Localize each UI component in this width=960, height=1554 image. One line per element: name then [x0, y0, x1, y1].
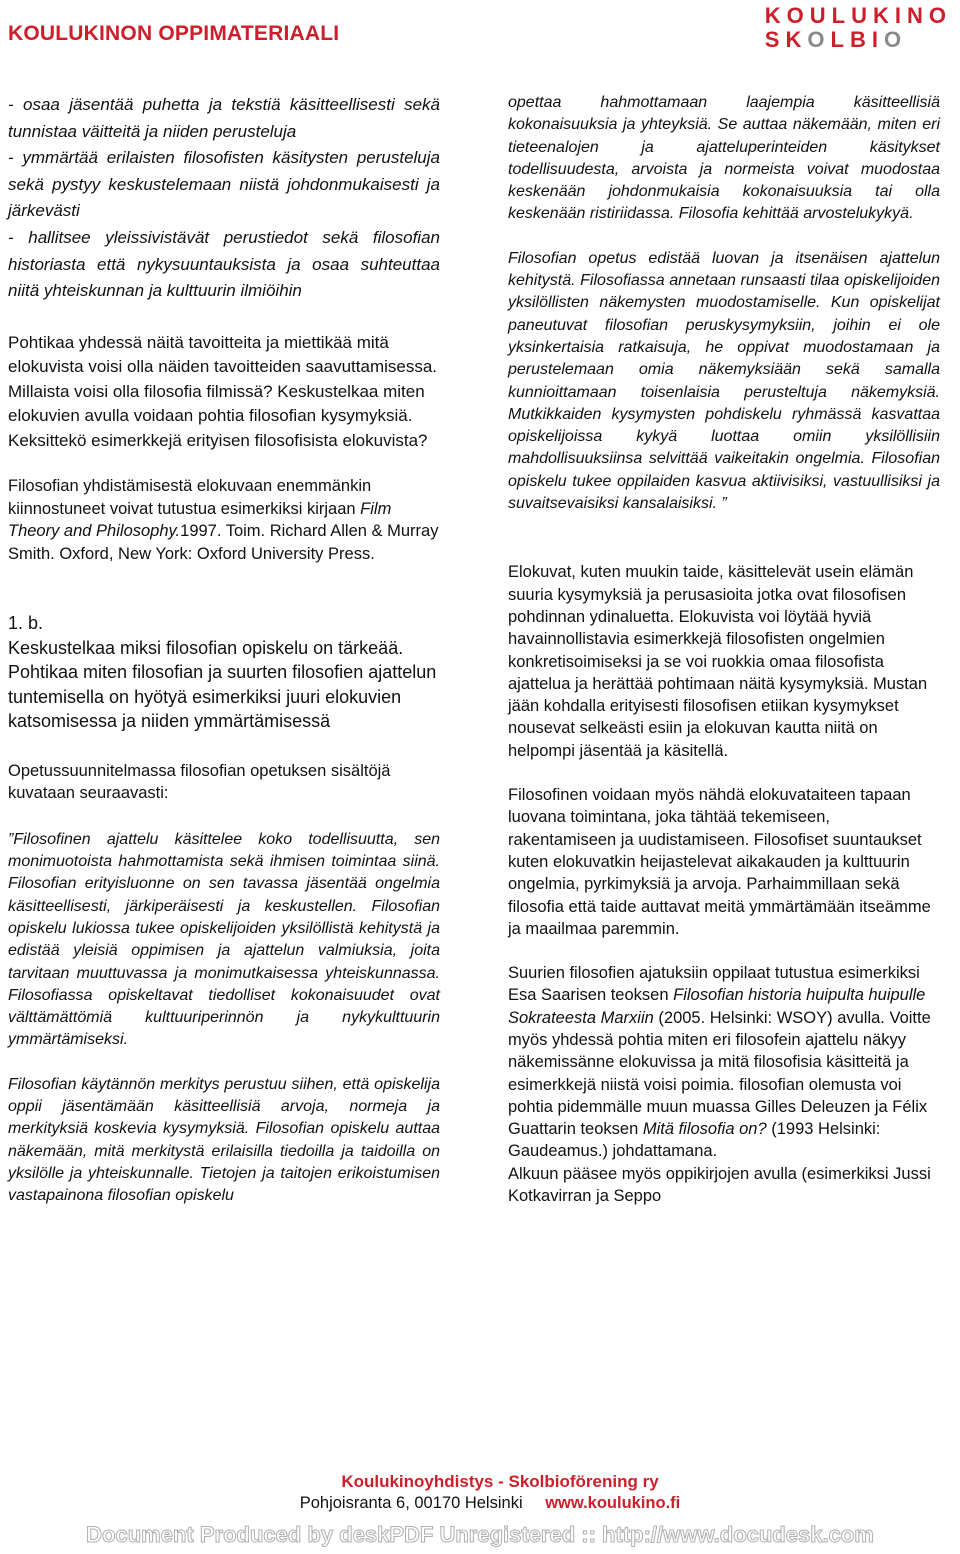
paragraph-text-start: Suurien filosofien ajatuksiin oppilaat tutustua esimerkiksi Esa Saarisen teoksen: [508, 964, 920, 1005]
paragraph-text-end: (1993 Helsinki: Gaudeamus.) johdattamana.: [508, 1120, 881, 1161]
footer-website-link[interactable]: www.koulukino.fi: [545, 1494, 681, 1512]
book-title: Film Theory and Philosophy.: [8, 499, 392, 541]
koulukino-logo: [765, 4, 952, 52]
creative-activity-paragraph: Filosofinen voidaan myös nähdä elokuvataiteen tapaan luovana toimintana, joka tähtää tekemiseen, rakentamiseen ja uudistamiseen. Filosofiset suuntaukset kuten elokuvatkin heijastelevat aikakauden ja kulttuurin ongelmia, pyrkimyksiä ja arvoja. Parhaimmillaan sekä filosofia että taide auttavat meitä ymmärtämään itseämme ja maailmaa paremmin.: [508, 786, 931, 938]
curriculum-quote-part-1: ”Filosofinen ajattelu käsittelee koko todellisuutta, sen monimuotoista hahmottamista sekä ihmisen toimintaa siinä. Filosofian erityisluonne on sen tavassa jäsentää ongelmia käsitteellisesti, järkiperäisesti ja keskustellen. Filosofian opiskelu lukiossa tukee opiskelijoiden yksilöllistä kehitystä ja edistää yleisiä oppimisen ja ajattelun valmiuksia, joita tarvitaan muuttuvassa ja monimutkaisessa yhteiskunnassa. Filosofiassa opiskeltavat tiedolliset kokonaisuudet ovat välttämättömiä kulttuuriperinnön ja nykykulttuurin ymmärtämiseksi.: [8, 830, 440, 1049]
deleuze-book-title: Mitä filosofia on?: [642, 1120, 767, 1139]
great-philosophers-paragraph: [508, 962, 940, 1163]
curriculum-quote-part-2: Filosofian käytännön merkitys perustuu siihen, että opiskelija oppii jäsentämään käsitteellisiä arvoja, normeja ja merkityksiä koskevia kysymyksiä. Filosofian opiskelu auttaa näkemään, mitä merkitystä erilaisilla tiedoilla ja taidoilla on yksilölle ja yhteiskunnalle. Tietojen ja taitojen erikoistumisen vastapainona filosofian opiskelu: [8, 1075, 440, 1205]
footer-organization: Koulukinoyhdistys - Skolbioförening ry: [341, 1472, 659, 1491]
book-reference-text: Filosofian yhdistämisestä elokuvaan enemmänkin kiinnostuneet voivat tutustua esimerkiksi kirjaan: [8, 477, 372, 518]
footer-address: Pohjoisranta 6, 00170 Helsinki: [299, 1494, 523, 1512]
films-and-philosophy-paragraph: Elokuvat, kuten muukin taide, käsittelevät usein elämän suuria kysymyksiä ja perusasioita jotka ovat filosofisen pohdinnan ydinaluetta. Elokuvista voi löytää hyviä havainnollistavia esimerkkejä filosofisten ongelmien konkretisoimiseksi ja se voi ruokkia omaa filosofista ajattelua ja herättää pohtimaan näitä kysymyksiä. Mustan jään kohdalla erityisesti filosofisen etiikan kysymykset nousevat selkeästi esiin ja elokuvan kautta niitä on helpompi jäsentää ja käsitellä.: [508, 563, 928, 760]
pdf-watermark: Document Produced by deskPDF Unregistered :: http://www.docudesk.com: [86, 1522, 874, 1547]
curriculum-quote-continuation-2: Filosofian opetus edistää luovan ja itsenäisen ajattelun kehitystä. Filosofiassa annetaan runsaasti tilaa opiskelijoiden yksilöllisten näkemysten muodostamiselle. Kun opiskelijat paneutuvat filosofian peruskysymyksiin, joihin ei ole yksinkertaisia ratkaisuja, he oppivat muodostamaan ja perustelemaan omia näkemyksiään sekä samalla kunnioittamaan toisenlaisia perusteltuja näkemyksiä. Mutkikkaiden kysymysten pohdiskelu ryhmässä kasvattaa opiskelijoissa kykyä luottaa omiin yksilöllisiin mahdollisuuksiinsa selvittää vaikeitakin ongelmia. Filosofian opiskelu tukee oppilaiden kasvua aktiivisiksi, vastuullisiksi ja suvaitsevaisiksi kansalaisiksi. ”: [508, 249, 940, 513]
footer-address-line: [0, 1494, 960, 1513]
book-reference-details: 1997. Toim. Richard Allen & Murray Smith. Oxford, New York: Oxford University Press.: [8, 522, 439, 563]
logo-line-2: SKOLBIO: [764, 27, 908, 52]
curriculum-intro: Opetussuunnitelmassa filosofian opetuksen sisältöjä kuvataan seuraavasti:: [8, 761, 391, 803]
saarinen-book-title: Filosofian historia huipulta huipulle Sokrateesta Marxiin: [508, 986, 926, 1027]
learning-goals-list: - osaa jäsentää puhetta ja tekstiä käsitteellisesti sekä tunnistaa väitteitä ja niiden perusteluja - ymmärtää erilaisten filosofisten käsitysten perusteluja sekä pystyy keskustelemaan niistä johdonmukaisesti ja järkevästi - hallitsee yleissivistävät perustiedot sekä filosofian historiasta että nykysuuntauksista ja osaa suhteuttaa niitä yhteiskunnan ja kulttuurin ilmiöihin: [8, 95, 440, 301]
left-column: [8, 92, 440, 1208]
curriculum-quote-continuation-1: opettaa hahmottamaan laajempia käsitteellisiä kokonaisuuksia ja yhteyksiä. Se auttaa näkemään, miten eri tieteenalojen ja ajatteluperinteiden käsitykset todellisuudesta, arvoista ja normeista voivat muodostaa keskenään johdonmukaisia kokonaisuuksia tai olla keskenään ristiriidassa. Filosofia kehittää arvostelukykyä.: [508, 94, 940, 223]
book-reference: [8, 475, 440, 565]
section-question: Keskustelkaa miksi filosofian opiskelu on tärkeää. Pohtikaa miten filosofian ja suurten filosofien ajattelun tuntemisella on hyötyä esimerkiksi juuri elokuvien katsomisessa ja niiden ymmärtämisessä: [8, 637, 437, 732]
logo-line-1: KOULUKINO: [764, 3, 952, 28]
textbooks-paragraph: Alkuun pääsee myös oppikirjojen avulla (esimerkiksi Jussi Kotkavirran ja Seppo: [508, 1164, 931, 1206]
page-footer: [0, 1472, 960, 1513]
document-header-title: KOULUKINON OPPIMATERIAALI: [8, 22, 340, 45]
paragraph-text-middle: (2005. Helsinki: WSOY) avulla. Voitte myös yhdessä pohtia miten eri filosofein ajattelu näkyy näkemissänne elokuvissa ja mitä filosofisia käsitteitä ja esimerkkejä niistä voisi poimia. filosofian olemusta voi pohtia pidemmälle muun muassa Gilles Deleuzen ja Félix Guattarin teoksen: [508, 1008, 931, 1139]
discussion-questions: Pohtikaa yhdessä näitä tavoitteita ja miettikää mitä elokuvista voisi olla näiden tavoitteiden saavuttamisessa. Millaista voisi olla filosofia filmissä? Keskustelkaa miten elokuvien avulla voidaan pohtia filosofian kysymyksiä. Keksittekö esimerkkejä erityisen filosofisista elokuvista?: [8, 332, 438, 450]
section-number: 1. b.: [8, 613, 44, 634]
right-column: [508, 92, 940, 1207]
